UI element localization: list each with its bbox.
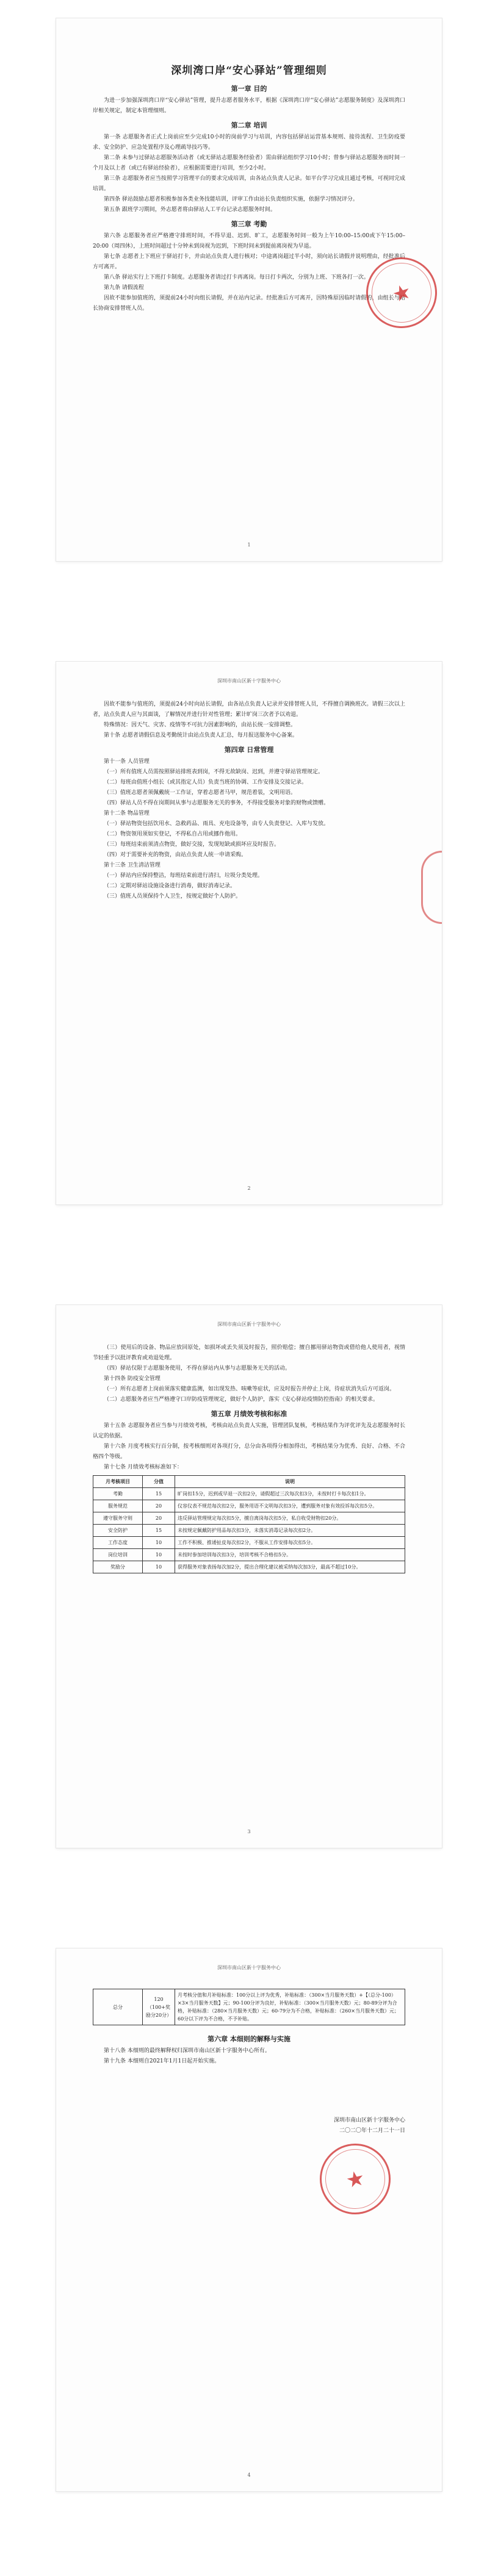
table-row-total bbox=[93, 1989, 405, 2025]
continued-text-1: （三）使用后的设备、物品应放回原处，如损坏或丢失须及时报告，照价赔偿；擅自挪用驿站物资或借给他人使用者，视情节轻重予以批评教育或劝退处理。 bbox=[93, 1345, 405, 1361]
article-2: 第二条 未参与过驿站志愿服务活动者（或无驿站志愿服务经验者）需由驿站组织学习10小时；曾参与驿站志愿服务而时间一个月及以上者（或已有驿站经验者），应根据需要进行培训，至少2小时。 bbox=[93, 155, 405, 171]
page-2-content bbox=[93, 699, 405, 902]
table-cell-desc: 获得服务对象表扬每次加2分，提出合理化建议被采纳每次加3分，最高不超过10分。 bbox=[175, 1561, 405, 1573]
table-header-item: 月考核项目 bbox=[93, 1476, 143, 1488]
page-header: 深圳市南山区新十字服务中心 bbox=[217, 1965, 281, 1970]
table-cell-item: 奖励分 bbox=[93, 1561, 143, 1573]
table-cell-desc: 工作不积极、推诿扯皮每次扣2分，不服从工作安排每次扣5分。 bbox=[175, 1537, 405, 1549]
assessment-table-continued bbox=[93, 1989, 405, 2025]
article-14-item-2: （二）志愿服务者应当严格遵守口岸防疫管理规定，做好个人防护，落实《安心驿站疫情防控指南》的相关要求。 bbox=[104, 1397, 379, 1403]
table-cell-item: 服务规范 bbox=[93, 1500, 143, 1512]
article-15: 第十五条 志愿服务者应当参与月绩效考核，考核由站点负责人实施，管理团队复核，考核结果作为评优评先及志愿服务时长认定的依据。 bbox=[93, 1423, 405, 1439]
signature-organization: 深圳市南山区新十字服务中心 bbox=[333, 2117, 405, 2123]
article-10: 第十条 志愿者请假信息及考勤统计由站点负责人汇总，每月报送服务中心备案。 bbox=[104, 732, 298, 739]
article-9: 第九条 请假流程 bbox=[104, 285, 144, 291]
page-header: 深圳市南山区新十字服务中心 bbox=[217, 1322, 281, 1327]
article-3: 第三条 志愿服务者应当按照学习管理平台的要求完成培训，由各站点负责人记录。如平台学习完成且通过考核，可视同完成培训。 bbox=[93, 176, 405, 192]
page-4-content bbox=[93, 1986, 405, 2136]
table-header-desc: 说明 bbox=[175, 1476, 405, 1488]
table-row bbox=[93, 1537, 405, 1549]
table-cell-desc: 未按规定佩戴防护用品每次扣3分，未落实消毒记录每次扣2分。 bbox=[175, 1525, 405, 1537]
article-11: 第十一条 人员管理 bbox=[104, 759, 150, 765]
article-12-item-3: （三）每班结束前须清点物资，做好交接，发现短缺或损坏应及时报告。 bbox=[104, 842, 280, 848]
chapter-2-heading: 第二章 培训 bbox=[231, 121, 267, 129]
chapter-1-heading: 第一章 目的 bbox=[231, 85, 267, 93]
article-11-item-2: （二）每班由值班小组长（或其指定人员）负责当班的协调、工作安排及交接记录。 bbox=[104, 779, 308, 785]
table-cell-score: 120（100+奖励分20分） bbox=[143, 1989, 175, 2025]
article-13-item-3: （三）值班人员须保持个人卫生，按规定做好个人防护。 bbox=[104, 893, 242, 900]
article-13-item-1: （一）驿站内应保持整洁，每班结束前进行清扫，垃圾分类处理。 bbox=[104, 873, 264, 879]
table-cell-score: 10 bbox=[143, 1549, 175, 1561]
table-header-score: 分值 bbox=[143, 1476, 175, 1488]
document-page-1 bbox=[56, 18, 442, 561]
article-11-item-4: （四）驿站人员不得在岗期间从事与志愿服务无关的事务，不得接受服务对象的财物或馈赠。 bbox=[104, 800, 330, 806]
table-cell-item: 工作态度 bbox=[93, 1537, 143, 1549]
seal-star-icon: ★ bbox=[344, 2166, 367, 2194]
article-12-item-4: （四）对于需要补充的物资，由站点负责人统一申请采购。 bbox=[104, 852, 247, 858]
article-6: 第六条 志愿服务者应严格遵守排班时间，不得早退、迟到、旷工，志愿服务时间一般为上午10:00–15:00或下午15:00–20:00（周四休），上班时间超过十分钟未到岗视为迟到，下班时间未到提前离岗视为早退。 bbox=[93, 233, 405, 249]
article-12: 第十二条 物品管理 bbox=[104, 810, 150, 817]
document-page-3 bbox=[56, 1305, 442, 1848]
article-17: 第十七条 月绩效考核标准如下： bbox=[104, 1464, 182, 1470]
page-number: 4 bbox=[247, 2472, 251, 2478]
table-cell-item: 遵守服务守则 bbox=[93, 1512, 143, 1525]
table-row bbox=[93, 1549, 405, 1561]
document-page-2 bbox=[56, 662, 442, 1204]
article-1: 第一条 志愿服务者正式上岗前应至少完成10小时的岗前学习与培训，内容包括驿站运营基本规则、接待流程、卫生防疫要求、安全防护、应急处置程序及心理疏导技巧等。 bbox=[93, 134, 405, 151]
chapter-5-heading: 第五章 月绩效考核和标准 bbox=[211, 1410, 287, 1418]
article-18: 第十八条 本细则的最终解释权归深圳市南山区新十字服务中心所有。 bbox=[104, 2048, 270, 2054]
article-4: 第四条 驿站鼓励志愿者积极参加各类业务技能培训，评审工作由站长负责组织实施，依据学习情况评分。 bbox=[104, 196, 358, 202]
article-7: 第七条 志愿者上下班应于驿站打卡，并由站点负责人进行核对；中途离岗超过半小时，须向站长请假并说明理由，经批准后方可离开。 bbox=[93, 254, 405, 270]
article-13: 第十三条 卫生清洁管理 bbox=[104, 862, 161, 868]
table-cell-desc: 未按时参加培训每次扣3分，培训考核不合格扣5分。 bbox=[175, 1549, 405, 1561]
article-11-item-1: （一）所有值班人员需按照驿站排班表到岗，不得无故缺岗、迟到，并遵守驿站管理规定。 bbox=[104, 769, 324, 775]
table-row bbox=[93, 1500, 405, 1512]
table-cell-desc: 旷岗扣15分，迟到或早退一次扣2分，请假超过三次每次扣3分，未按时打卡每次扣1分。 bbox=[175, 1488, 405, 1500]
signature-date: 二〇二〇年十二月二十一日 bbox=[339, 2128, 405, 2134]
article-12-item-2: （二）物资领用须如实登记，不得私自占用或挪作他用。 bbox=[104, 831, 242, 837]
chapter-3-heading: 第三章 考勤 bbox=[231, 220, 267, 228]
table-cell-item: 考勤 bbox=[93, 1488, 143, 1500]
article-14-item-1: （一）所有志愿者上岗前须落实健康监测，如出现发热、咳嗽等症状，应及时报告并停止上岗，待症状消失后方可返岗。 bbox=[104, 1386, 395, 1392]
article-5: 第五条 跟班学习期间，外志愿者将由驿站人工平台记录志愿服务时间。 bbox=[104, 207, 276, 213]
continued-text-2: （四）驿站仅限于志愿服务使用，不得在驿站内从事与志愿服务无关的活动。 bbox=[104, 1365, 291, 1372]
page-1-content bbox=[93, 43, 405, 314]
table-row bbox=[93, 1525, 405, 1537]
page-3-content bbox=[93, 1343, 405, 1573]
article-12-item-1: （一）驿站物资包括饮用水、急救药品、雨具、充电设备等，由专人负责登记、入库与发放。 bbox=[104, 821, 330, 827]
chapter-6-heading: 第六章 本细则的解释与实施 bbox=[208, 2035, 290, 2043]
page-number: 1 bbox=[247, 542, 251, 548]
continued-text-2: 特殊情况：因天气、灾害、疫情等不可抗力因素影响的，由站长统一安排调整。 bbox=[104, 722, 297, 728]
article-19: 第十九条 本细则自2021年1月1日起开始实施。 bbox=[104, 2058, 220, 2064]
table-row bbox=[93, 1561, 405, 1573]
chapter-1-text: 为进一步加强深圳湾口岸“安心驿站”管理，提升志愿者服务水平，根据《深圳湾口岸“安心驿站”志愿服务制度》及深圳湾口岸相关规定，制定本管理细则。 bbox=[93, 98, 405, 114]
article-8: 第八条 驿站实行上下班打卡制度。志愿服务者请过打卡再离岗。每日打卡两次，分别为上班、下班各打一次。 bbox=[104, 274, 369, 281]
page-header: 深圳市南山区新十字服务中心 bbox=[217, 678, 281, 684]
seal-star-icon: ★ bbox=[389, 279, 414, 308]
article-13-item-2: （二）定期对驿站设施设备进行消毒，做好消毒记录。 bbox=[104, 883, 236, 889]
table-cell-score: 10 bbox=[143, 1537, 175, 1549]
table-cell-score: 20 bbox=[143, 1512, 175, 1525]
page-number: 2 bbox=[247, 1186, 251, 1191]
table-cell-desc: 月考核分值和月补贴标准：100分以上评为优秀，补贴标准：（300×当月服务天数）+【（总分-100）×3×当月服务天数】元；90-100分评为良好，补贴标准：（300×当月服务天数）元；80-89分评为合格，补贴标准：（280×当月服务天数）元；60-79分为不合格，补贴标准：（260×当月服务天数）元；60分以下评为不合格，不予补贴。 bbox=[175, 1989, 405, 2025]
table-cell-score: 10 bbox=[143, 1561, 175, 1573]
table-cell-item: 岗位培训 bbox=[93, 1549, 143, 1561]
document-page-4 bbox=[56, 1948, 442, 2491]
assessment-table bbox=[93, 1475, 405, 1573]
page-number: 3 bbox=[247, 1829, 251, 1834]
table-cell-score: 15 bbox=[143, 1488, 175, 1500]
table-cell-desc: 违反驿站管理规定每次扣5分，擅自离岗每次扣5分，私自收受财物扣20分。 bbox=[175, 1512, 405, 1525]
table-row bbox=[93, 1512, 405, 1525]
table-header-row bbox=[93, 1476, 405, 1488]
official-seal-stamp bbox=[313, 2137, 397, 2221]
table-cell-score: 20 bbox=[143, 1500, 175, 1512]
table-cell-desc: 仪容仪表不规范每次扣2分，服务用语不文明每次扣3分，遭到服务对象有效投诉每次扣5分。 bbox=[175, 1500, 405, 1512]
continued-text-1: 因故不能参与值班的，须提前24小时向站长请假，由各站点负责人记录并安排替班人员，不得擅自调换班次。请假三次以上者，站点负责人应与其面谈，了解情况并进行针对性管理；累计旷岗三次者予以劝退。 bbox=[93, 701, 405, 718]
table-cell-score: 15 bbox=[143, 1525, 175, 1537]
chapter-4-heading: 第四章 日常管理 bbox=[224, 746, 274, 754]
table-cell-item: 安全防护 bbox=[93, 1525, 143, 1537]
article-9-text: 因故不能参加值班的，须提前24小时向组长请假，并在站内记录。经批准后方可离开，因特殊原因临时请假的，由组长与站长协商安排替班人员。 bbox=[93, 295, 405, 312]
article-11-item-3: （三）值班志愿者须佩戴统一工作证，穿着志愿者马甲，规范着装，文明用语。 bbox=[104, 790, 297, 796]
article-14: 第十四条 防疫安全管理 bbox=[104, 1376, 161, 1382]
table-row bbox=[93, 1488, 405, 1500]
document-title: 深圳湾口岸“安心驿站”管理细则 bbox=[171, 65, 327, 77]
table-cell-item: 总分 bbox=[93, 1989, 143, 2025]
seal-edge-stamp bbox=[421, 851, 442, 924]
article-16: 第十六条 月度考核实行百分制，按考核细则对各项打分，总分由各项得分相加得出，考核结果分为优秀、良好、合格、不合格四个等级。 bbox=[93, 1444, 405, 1460]
